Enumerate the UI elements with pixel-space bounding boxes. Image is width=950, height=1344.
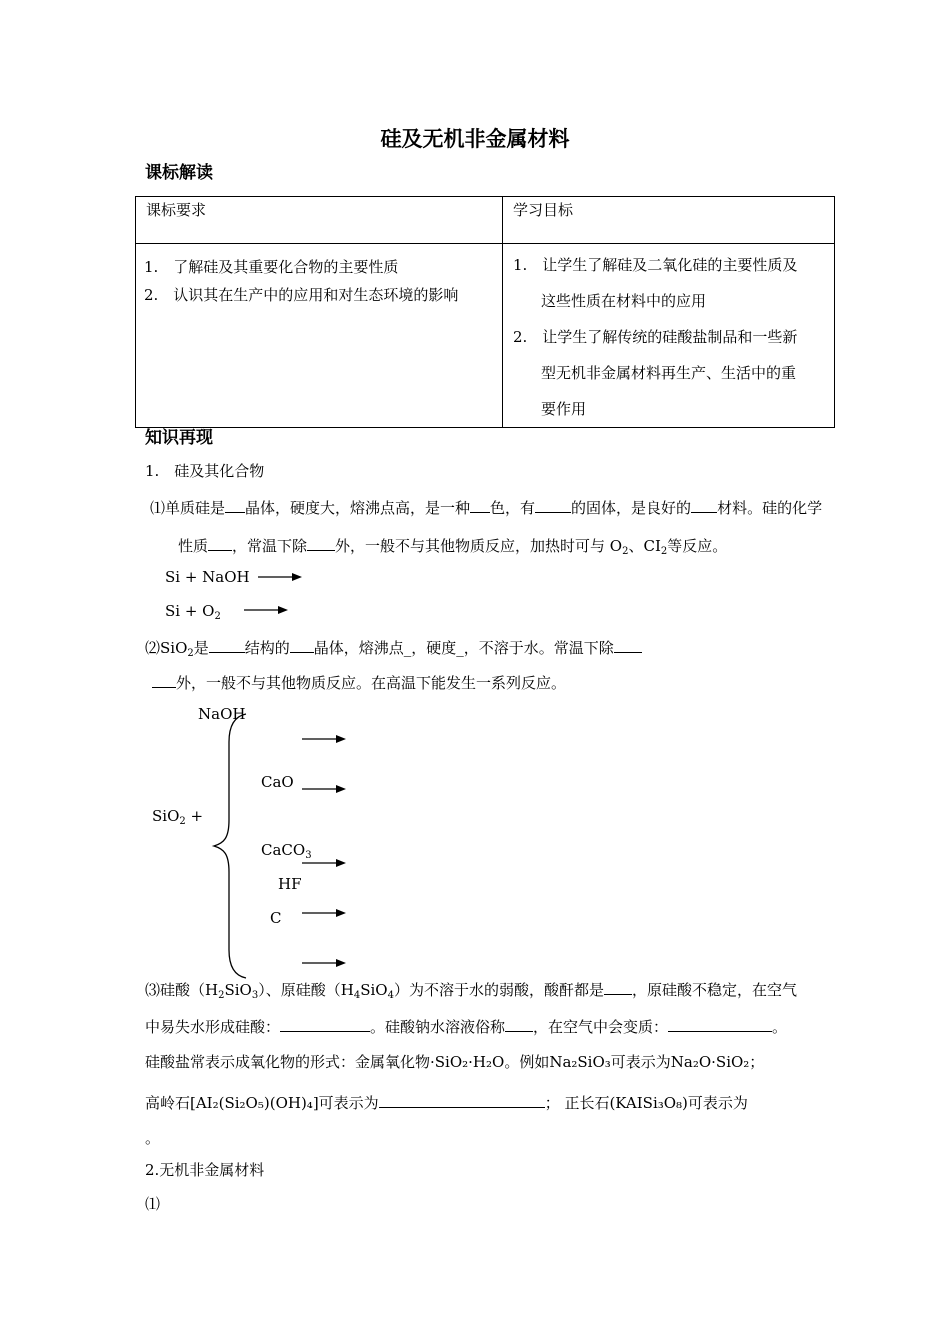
diagram-label-caco3 bbox=[261, 841, 312, 861]
subscript: 4 bbox=[387, 990, 394, 1001]
text: SiO bbox=[360, 981, 388, 999]
blank bbox=[209, 638, 245, 653]
text: 色，有 bbox=[490, 499, 536, 517]
text: 中易失水形成硅酸： bbox=[145, 1018, 281, 1036]
diagram-label-naoh: NaOH bbox=[198, 705, 246, 723]
text: 高岭石[AI₂(Si₂O₅)(OH)₄]可表示为 bbox=[145, 1094, 379, 1112]
section-heading-knowledge: 知识再现 bbox=[145, 428, 213, 448]
arrow-icon bbox=[258, 571, 302, 583]
list-item: 要作用 bbox=[541, 400, 587, 418]
text: SiO bbox=[152, 807, 180, 825]
table-header-cell bbox=[503, 197, 835, 244]
text: 晶体，熔沸点_，硬度_，不溶于水。常温下除 bbox=[313, 639, 614, 657]
blank bbox=[152, 673, 176, 688]
list-item: 这些性质在材料中的应用 bbox=[541, 292, 707, 310]
subscript: 4 bbox=[353, 990, 361, 1001]
paragraph-silicon-line1 bbox=[150, 498, 822, 516]
text: 。硅酸钠水溶液俗称 bbox=[370, 1018, 506, 1036]
blank bbox=[535, 498, 571, 513]
subscript: 2 bbox=[187, 648, 194, 659]
subscript: 2 bbox=[660, 546, 668, 557]
text: SiO bbox=[224, 981, 252, 999]
paragraph-silicic-acid-line1 bbox=[145, 980, 797, 1001]
blank bbox=[280, 1017, 370, 1032]
blank bbox=[307, 536, 335, 551]
paragraph-silicate-line3: 硅酸盐常表示成氧化物的形式：金属氧化物·SiO₂·H₂O。例如Na₂SiO₃可表示为Na₂O·SiO₂； bbox=[145, 1053, 765, 1071]
blank bbox=[225, 498, 245, 513]
text: 晶体，硬度大，熔沸点高，是一种 bbox=[245, 499, 471, 517]
text: Si + O bbox=[165, 602, 215, 620]
text: ； 正长石(KAISi₃O₈)可表示为 bbox=[544, 1094, 748, 1112]
table-header-cell bbox=[136, 197, 503, 244]
paragraph-silicon-line2 bbox=[178, 536, 728, 557]
blank bbox=[505, 1017, 533, 1032]
diagram-label-cao: CaO bbox=[261, 773, 294, 791]
page-title: 硅及无机非金属材料 bbox=[380, 126, 570, 151]
subscript: 3 bbox=[251, 990, 259, 1001]
subscript: 2 bbox=[179, 816, 186, 827]
list-item: 1. 了解硅及其重要化合物的主要性质 bbox=[144, 258, 399, 276]
diagram-label-sio2 bbox=[152, 807, 204, 827]
subscript: 2 bbox=[622, 546, 629, 557]
list-item: 型无机非金属材料再生产、生活中的重 bbox=[541, 364, 797, 382]
text: 外，一般不与其他物质反应，加热时可与 O bbox=[335, 537, 623, 555]
equation-si-naoh: Si + NaOH bbox=[165, 568, 250, 586]
diagram-label-c: C bbox=[270, 909, 282, 927]
text: 、CI bbox=[628, 537, 661, 555]
arrow-icon bbox=[302, 907, 346, 919]
arrow-icon bbox=[244, 604, 288, 616]
text: CaCO bbox=[261, 841, 306, 859]
blank bbox=[379, 1093, 545, 1108]
arrow-icon bbox=[302, 857, 346, 869]
text: ⑴单质硅是 bbox=[150, 499, 226, 517]
blank bbox=[691, 498, 717, 513]
part2-item: ⑴ bbox=[145, 1195, 161, 1213]
paragraph-silicic-acid-line2 bbox=[145, 1017, 787, 1035]
text: ，常温下除 bbox=[232, 537, 308, 555]
blank bbox=[668, 1017, 772, 1032]
text: 的固体，是良好的 bbox=[571, 499, 692, 517]
part1-heading: 1. 硅及其化合物 bbox=[145, 462, 265, 480]
list-item: 2. 让学生了解传统的硅酸盐制品和一些新 bbox=[513, 328, 798, 346]
text: 。 bbox=[772, 1018, 788, 1036]
arrow-icon bbox=[302, 957, 346, 969]
arrow-icon bbox=[302, 783, 346, 795]
blank bbox=[614, 638, 642, 653]
blank bbox=[604, 980, 632, 995]
brace-icon bbox=[210, 710, 250, 982]
arrow-icon bbox=[302, 733, 346, 745]
table-cell-requirements bbox=[136, 244, 503, 428]
list-item: 1. 让学生了解硅及二氧化硅的主要性质及 bbox=[513, 256, 798, 274]
text: 是 bbox=[193, 639, 209, 657]
table-cell-goals bbox=[503, 244, 835, 428]
subscript: 2 bbox=[218, 990, 225, 1001]
text: ⑶硅酸（H bbox=[145, 981, 219, 999]
paragraph-sio2-line2 bbox=[152, 673, 566, 691]
text: 等反应。 bbox=[667, 537, 728, 555]
text: ）为不溶于水的弱酸，酸酐都是 bbox=[393, 981, 604, 999]
header-goals: 学习目标 bbox=[513, 201, 574, 219]
blank bbox=[470, 498, 490, 513]
text: 性质 bbox=[178, 537, 209, 555]
text: ，原硅酸不稳定，在空气 bbox=[631, 981, 797, 999]
curriculum-table bbox=[135, 196, 835, 428]
subscript: 2 bbox=[214, 611, 221, 622]
text: 结构的 bbox=[244, 639, 290, 657]
blank bbox=[290, 638, 314, 653]
equation-si-o2 bbox=[165, 602, 221, 622]
section-heading-curriculum: 课标解读 bbox=[145, 163, 213, 183]
text: + bbox=[185, 807, 204, 825]
paragraph-sio2-line1 bbox=[145, 638, 642, 659]
list-item: 2. 认识其在生产中的应用和对生态环境的影响 bbox=[144, 286, 459, 304]
text: 材料。硅的化学 bbox=[717, 499, 823, 517]
paragraph-silicate-line4 bbox=[145, 1093, 748, 1111]
blank bbox=[208, 536, 232, 551]
paragraph-silicate-line5: 。 bbox=[145, 1129, 161, 1147]
text: ⑵SiO bbox=[145, 639, 188, 657]
text: ，在空气中会变质： bbox=[533, 1018, 669, 1036]
text: ）、原硅酸（H bbox=[258, 981, 354, 999]
diagram-label-hf: HF bbox=[278, 875, 302, 893]
text: 外，一般不与其他物质反应。在高温下能发生一系列反应。 bbox=[176, 674, 567, 692]
header-requirements: 课标要求 bbox=[146, 201, 207, 219]
part2-heading: 2.无机非金属材料 bbox=[145, 1161, 265, 1179]
subscript: 3 bbox=[305, 850, 312, 861]
